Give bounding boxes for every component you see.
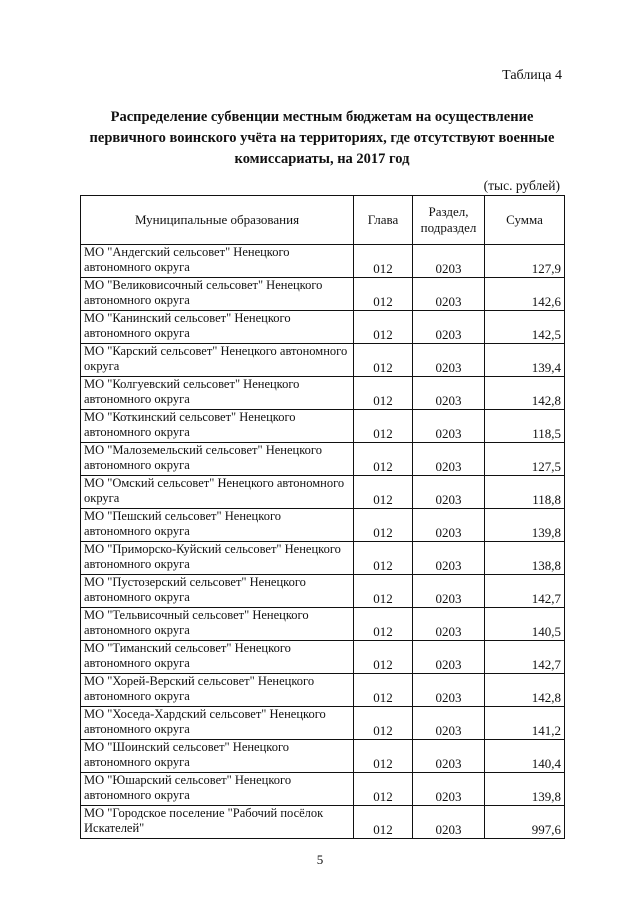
cell-summa: 142,6 xyxy=(485,278,565,311)
cell-glava: 012 xyxy=(354,806,413,839)
cell-razdel: 0203 xyxy=(413,773,485,806)
cell-glava: 012 xyxy=(354,344,413,377)
cell-razdel: 0203 xyxy=(413,476,485,509)
cell-glava: 012 xyxy=(354,377,413,410)
table-row xyxy=(81,509,565,542)
cell-razdel: 0203 xyxy=(413,377,485,410)
cell-razdel: 0203 xyxy=(413,542,485,575)
cell-summa: 142,5 xyxy=(485,311,565,344)
cell-glava: 012 xyxy=(354,575,413,608)
cell-municipality: МО "Пустозерский сельсовет" Ненецкого автономного округа xyxy=(81,575,354,608)
cell-summa: 140,4 xyxy=(485,740,565,773)
cell-summa: 142,8 xyxy=(485,674,565,707)
cell-razdel: 0203 xyxy=(413,245,485,278)
cell-summa: 142,7 xyxy=(485,641,565,674)
cell-summa: 141,2 xyxy=(485,707,565,740)
cell-glava: 012 xyxy=(354,773,413,806)
cell-glava: 012 xyxy=(354,542,413,575)
cell-municipality: МО "Канинский сельсовет" Ненецкого автономного округа xyxy=(81,311,354,344)
cell-razdel: 0203 xyxy=(413,344,485,377)
table-row xyxy=(81,806,565,839)
cell-razdel: 0203 xyxy=(413,608,485,641)
cell-glava: 012 xyxy=(354,311,413,344)
cell-glava: 012 xyxy=(354,608,413,641)
cell-municipality: МО "Коткинский сельсовет" Ненецкого автономного округа xyxy=(81,410,354,443)
cell-summa: 142,8 xyxy=(485,377,565,410)
cell-municipality: МО "Тельвисочный сельсовет" Ненецкого автономного округа xyxy=(81,608,354,641)
cell-summa: 142,7 xyxy=(485,575,565,608)
cell-razdel: 0203 xyxy=(413,410,485,443)
cell-municipality: МО "Хоседа-Хардский сельсовет" Ненецкого автономного округа xyxy=(81,707,354,740)
cell-summa: 118,5 xyxy=(485,410,565,443)
cell-razdel: 0203 xyxy=(413,806,485,839)
cell-razdel: 0203 xyxy=(413,509,485,542)
table-row xyxy=(81,773,565,806)
cell-municipality: МО "Великовисочный сельсовет" Ненецкого автономного округа xyxy=(81,278,354,311)
cell-summa: 139,4 xyxy=(485,344,565,377)
cell-glava: 012 xyxy=(354,641,413,674)
table-row xyxy=(81,377,565,410)
table-row xyxy=(81,542,565,575)
table-row xyxy=(81,278,565,311)
cell-summa: 139,8 xyxy=(485,509,565,542)
cell-glava: 012 xyxy=(354,707,413,740)
cell-summa: 997,6 xyxy=(485,806,565,839)
table-row xyxy=(81,641,565,674)
cell-municipality: МО "Андегский сельсовет" Ненецкого автономного округа xyxy=(81,245,354,278)
cell-glava: 012 xyxy=(354,245,413,278)
cell-razdel: 0203 xyxy=(413,740,485,773)
table-label: Таблица 4 xyxy=(502,68,562,83)
cell-summa: 139,8 xyxy=(485,773,565,806)
cell-municipality: МО "Хорей-Верский сельсовет" Ненецкого автономного округа xyxy=(81,674,354,707)
cell-municipality: МО "Колгуевский сельсовет" Ненецкого автономного округа xyxy=(81,377,354,410)
cell-razdel: 0203 xyxy=(413,707,485,740)
table-row xyxy=(81,344,565,377)
document-title: Распределение субвенции местным бюджетам на осуществление первичного воинского учёта на территориях, где отсутствуют военные комиссариаты, на 2017 год xyxy=(89,109,555,167)
cell-razdel: 0203 xyxy=(413,311,485,344)
cell-municipality: МО "Приморско-Куйский сельсовет" Ненецкого автономного округа xyxy=(81,542,354,575)
table-row xyxy=(81,575,565,608)
subvention-table xyxy=(80,195,565,839)
cell-municipality: МО "Малоземельский сельсовет" Ненецкого автономного округа xyxy=(81,443,354,476)
page-number: 5 xyxy=(316,852,324,867)
cell-summa: 138,8 xyxy=(485,542,565,575)
table-row xyxy=(81,311,565,344)
table-row xyxy=(81,740,565,773)
cell-municipality: МО "Городское поселение "Рабочий посёлок Искателей" xyxy=(81,806,354,839)
cell-glava: 012 xyxy=(354,476,413,509)
cell-municipality: МО "Омский сельсовет" Ненецкого автономного округа xyxy=(81,476,354,509)
table-row xyxy=(81,476,565,509)
cell-razdel: 0203 xyxy=(413,278,485,311)
cell-glava: 012 xyxy=(354,674,413,707)
cell-municipality: МО "Шоинский сельсовет" Ненецкого автономного округа xyxy=(81,740,354,773)
column-header-glava: Глава xyxy=(354,196,413,245)
table-row xyxy=(81,674,565,707)
column-header-summa: Сумма xyxy=(485,196,565,245)
cell-summa: 140,5 xyxy=(485,608,565,641)
table-row xyxy=(81,410,565,443)
cell-municipality: МО "Тиманский сельсовет" Ненецкого автономного округа xyxy=(81,641,354,674)
table-row xyxy=(81,245,565,278)
cell-glava: 012 xyxy=(354,410,413,443)
cell-summa: 118,8 xyxy=(485,476,565,509)
cell-razdel: 0203 xyxy=(413,674,485,707)
cell-razdel: 0203 xyxy=(413,443,485,476)
column-header-municipality: Муниципальные образования xyxy=(81,196,354,245)
cell-glava: 012 xyxy=(354,740,413,773)
cell-razdel: 0203 xyxy=(413,575,485,608)
column-header-razdel: Раздел, подраздел xyxy=(413,196,485,245)
cell-glava: 012 xyxy=(354,509,413,542)
cell-municipality: МО "Пешский сельсовет" Ненецкого автономного округа xyxy=(81,509,354,542)
cell-municipality: МО "Карский сельсовет" Ненецкого автономного округа xyxy=(81,344,354,377)
cell-summa: 127,5 xyxy=(485,443,565,476)
table-row xyxy=(81,443,565,476)
cell-razdel: 0203 xyxy=(413,641,485,674)
table-header-row xyxy=(81,196,565,245)
cell-summa: 127,9 xyxy=(485,245,565,278)
table-row xyxy=(81,707,565,740)
cell-glava: 012 xyxy=(354,278,413,311)
units-label: (тыс. рублей) xyxy=(483,178,560,193)
cell-municipality: МО "Юшарский сельсовет" Ненецкого автономного округа xyxy=(81,773,354,806)
table-row xyxy=(81,608,565,641)
cell-glava: 012 xyxy=(354,443,413,476)
